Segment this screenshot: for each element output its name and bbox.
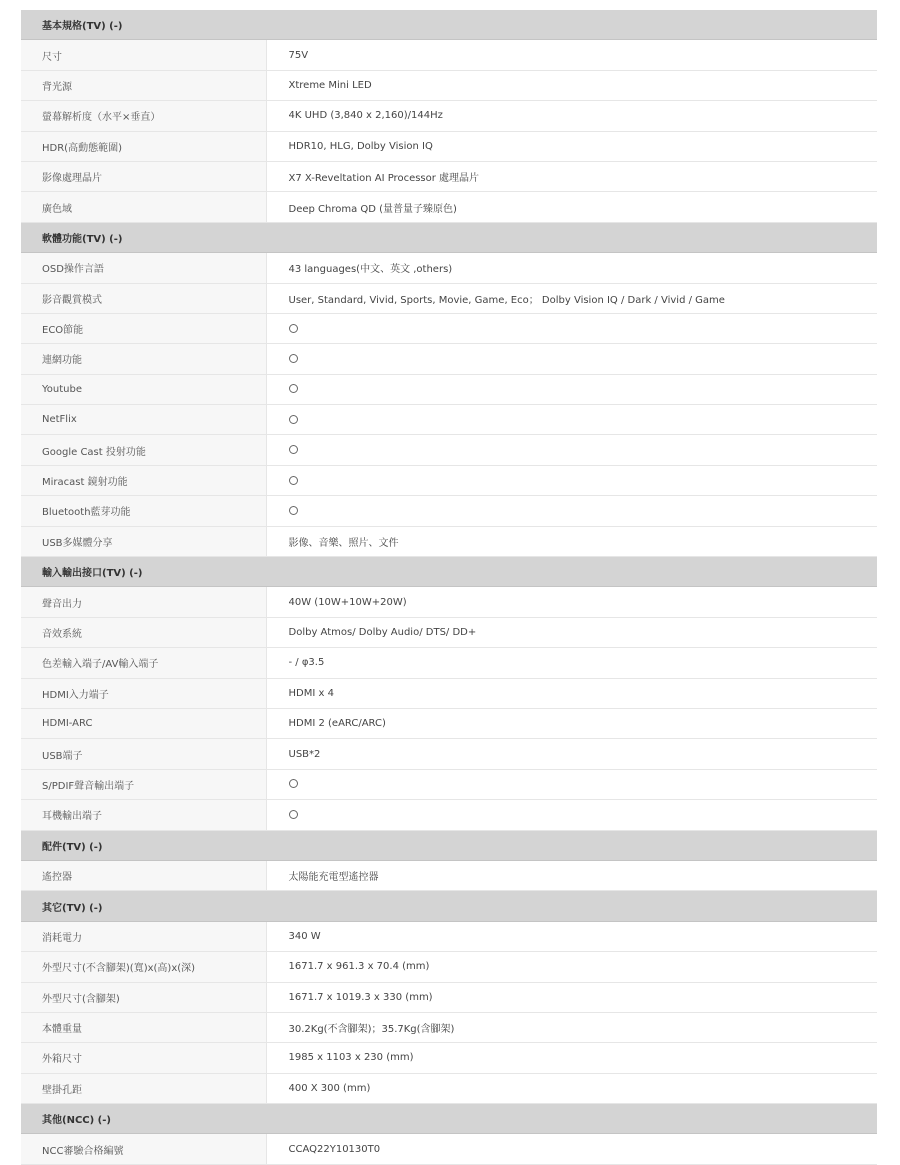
spec-label: 影音觀賞模式 — [21, 283, 266, 313]
spec-row — [21, 769, 877, 799]
section-title[interactable]: 其他(NCC) (-) — [21, 1104, 877, 1134]
spec-row — [21, 101, 877, 131]
spec-row — [21, 921, 877, 951]
spec-row — [21, 405, 877, 435]
section-header[interactable] — [21, 557, 877, 587]
spec-row — [21, 1012, 877, 1042]
spec-label: 外型尺寸(含腳架) — [21, 982, 266, 1012]
spec-label: 音效系統 — [21, 617, 266, 647]
spec-row — [21, 313, 877, 343]
supported-circle-icon — [289, 476, 298, 485]
spec-label: 色差輸入端子/AV輸入端子 — [21, 648, 266, 678]
spec-row — [21, 435, 877, 465]
spec-label: 壁掛孔距 — [21, 1073, 266, 1103]
spec-row — [21, 161, 877, 191]
spec-label: 尺寸 — [21, 40, 266, 70]
spec-row — [21, 344, 877, 374]
spec-row — [21, 648, 877, 678]
spec-value: X7 X-Reveltation AI Processor 處理晶片 — [266, 161, 877, 191]
spec-row — [21, 1043, 877, 1073]
spec-value-supported — [266, 435, 877, 465]
spec-label: 螢幕解析度（水平×垂直） — [21, 101, 266, 131]
spec-value-supported — [266, 800, 877, 830]
spec-label: Google Cast 投射功能 — [21, 435, 266, 465]
spec-label: 外型尺寸(不含腳架)(寬)x(高)x(深) — [21, 952, 266, 982]
spec-value: Xtreme Mini LED — [266, 70, 877, 100]
section-header[interactable] — [21, 1104, 877, 1134]
spec-row — [21, 1073, 877, 1103]
supported-circle-icon — [289, 415, 298, 424]
spec-label: 耳機輸出端子 — [21, 800, 266, 830]
supported-circle-icon — [289, 779, 298, 788]
spec-row — [21, 1134, 877, 1164]
spec-row — [21, 860, 877, 890]
spec-value: Dolby Atmos/ Dolby Audio/ DTS/ DD+ — [266, 617, 877, 647]
spec-label: HDMI入力端子 — [21, 678, 266, 708]
spec-row — [21, 526, 877, 556]
spec-value-supported — [266, 769, 877, 799]
spec-row — [21, 70, 877, 100]
spec-label: 外箱尺寸 — [21, 1043, 266, 1073]
spec-value-supported — [266, 465, 877, 495]
spec-label: 遙控器 — [21, 860, 266, 890]
spec-row — [21, 465, 877, 495]
spec-value-supported — [266, 344, 877, 374]
spec-value: 75V — [266, 40, 877, 70]
spec-label: 連網功能 — [21, 344, 266, 374]
spec-value: HDR10, HLG, Dolby Vision IQ — [266, 131, 877, 161]
spec-value-supported — [266, 313, 877, 343]
supported-circle-icon — [289, 445, 298, 454]
section-title[interactable]: 配件(TV) (-) — [21, 830, 877, 860]
spec-value-supported — [266, 496, 877, 526]
supported-circle-icon — [289, 384, 298, 393]
spec-row — [21, 283, 877, 313]
spec-row — [21, 374, 877, 404]
spec-label: S/PDIF聲音輸出端子 — [21, 769, 266, 799]
supported-circle-icon — [289, 354, 298, 363]
spec-label: HDR(高動態範圍) — [21, 131, 266, 161]
section-header[interactable] — [21, 222, 877, 252]
spec-row — [21, 982, 877, 1012]
spec-label: USB端子 — [21, 739, 266, 769]
supported-circle-icon — [289, 506, 298, 515]
spec-value: 1985 x 1103 x 230 (mm) — [266, 1043, 877, 1073]
spec-label: NCC審驗合格編號 — [21, 1134, 266, 1164]
section-title[interactable]: 其它(TV) (-) — [21, 891, 877, 921]
section-header[interactable] — [21, 830, 877, 860]
spec-value: 太陽能充電型遙控器 — [266, 860, 877, 890]
spec-value: 40W (10W+10W+20W) — [266, 587, 877, 617]
spec-value: USB*2 — [266, 739, 877, 769]
spec-label: NetFlix — [21, 405, 266, 435]
spec-row — [21, 587, 877, 617]
spec-row — [21, 708, 877, 738]
spec-value: CCAQ22Y10130T0 — [266, 1134, 877, 1164]
spec-label: 背光源 — [21, 70, 266, 100]
spec-label: ECO節能 — [21, 313, 266, 343]
spec-label: Bluetooth藍芽功能 — [21, 496, 266, 526]
spec-value-supported — [266, 405, 877, 435]
spec-value: HDMI x 4 — [266, 678, 877, 708]
spec-row — [21, 131, 877, 161]
section-title[interactable]: 基本規格(TV) (-) — [21, 10, 877, 40]
spec-value: 340 W — [266, 921, 877, 951]
spec-row — [21, 678, 877, 708]
spec-value: 1671.7 x 961.3 x 70.4 (mm) — [266, 952, 877, 982]
spec-row — [21, 952, 877, 982]
spec-label: Miracast 鏡射功能 — [21, 465, 266, 495]
spec-value: 1671.7 x 1019.3 x 330 (mm) — [266, 982, 877, 1012]
spec-value: - / φ3.5 — [266, 648, 877, 678]
spec-value: 影像、音樂、照片、文件 — [266, 526, 877, 556]
spec-label: 消耗電力 — [21, 921, 266, 951]
spec-value: 30.2Kg(不含腳架)；35.7Kg(含腳架) — [266, 1012, 877, 1042]
spec-value: Deep Chroma QD (量普量子臻原色) — [266, 192, 877, 222]
spec-row — [21, 739, 877, 769]
spec-value: HDMI 2 (eARC/ARC) — [266, 708, 877, 738]
spec-value: User, Standard, Vivid, Sports, Movie, Game, Eco； Dolby Vision IQ / Dark / Vivid / Game — [266, 283, 877, 313]
spec-row — [21, 253, 877, 283]
section-header[interactable] — [21, 10, 877, 40]
section-title[interactable]: 軟體功能(TV) (-) — [21, 222, 877, 252]
spec-table-body — [21, 10, 877, 1164]
spec-row — [21, 800, 877, 830]
spec-table — [21, 10, 877, 1165]
spec-row — [21, 496, 877, 526]
spec-row — [21, 617, 877, 647]
spec-label: Youtube — [21, 374, 266, 404]
spec-label: 廣色域 — [21, 192, 266, 222]
supported-circle-icon — [289, 810, 298, 819]
spec-label: 本體重量 — [21, 1012, 266, 1042]
spec-label: 影像處理晶片 — [21, 161, 266, 191]
section-header[interactable] — [21, 891, 877, 921]
spec-row — [21, 192, 877, 222]
spec-row — [21, 40, 877, 70]
spec-value: 43 languages(中文、英文 ,others) — [266, 253, 877, 283]
spec-label: USB多媒體分享 — [21, 526, 266, 556]
spec-value: 4K UHD (3,840 x 2,160)/144Hz — [266, 101, 877, 131]
supported-circle-icon — [289, 324, 298, 333]
spec-label: HDMI-ARC — [21, 708, 266, 738]
section-title[interactable]: 輸入輸出接口(TV) (-) — [21, 557, 877, 587]
spec-value: 400 X 300 (mm) — [266, 1073, 877, 1103]
spec-value-supported — [266, 374, 877, 404]
spec-label: OSD操作言語 — [21, 253, 266, 283]
spec-label: 聲音出力 — [21, 587, 266, 617]
